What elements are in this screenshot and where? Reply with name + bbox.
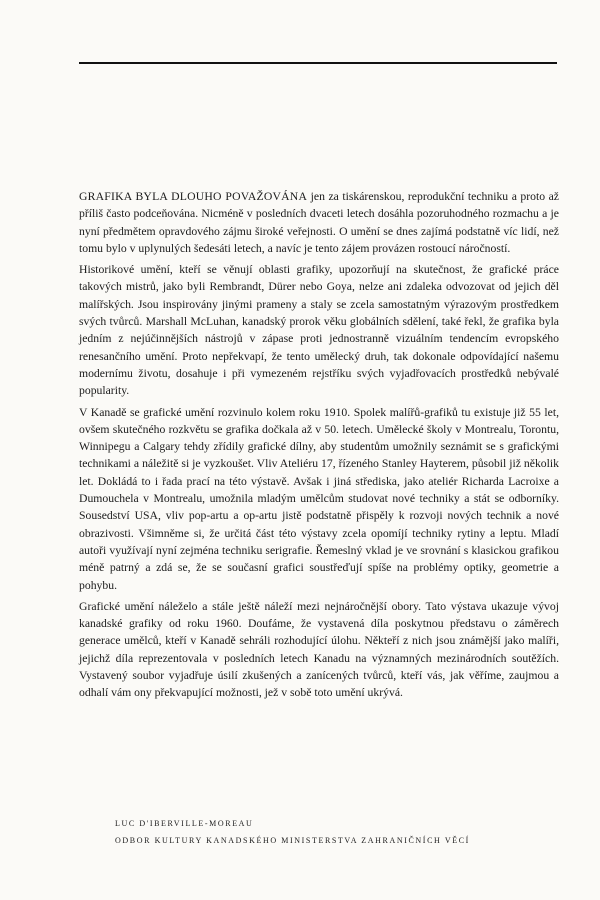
- lead-in: GRAFIKA BYLA DLOUHO POVAŽOVÁNA: [79, 190, 308, 203]
- top-rule: [79, 62, 557, 64]
- author-office: ODBOR KULTURY KANADSKÉHO MINISTERSTVA ZAHRANIČNÍCH VĚCÍ: [115, 836, 470, 845]
- article-body: [79, 188, 559, 706]
- paragraph-1: [79, 188, 559, 257]
- paragraph-2: Historikové umění, kteří se věnují oblasti grafiky, upozorňují na skutečnost, že grafické práce takových mistrů, jako byli Rembrandt, Dürer nebo Goya, nelze ani zdaleka odvozovat od jejich děl malířských. Jsou inspirovány jinými prameny a staly se zcela samostatným výrazovým prostředkem svých tvůrců. Marshall McLuhan, kanadský prorok věku globálních sdělení, také řekl, že grafika byla jedním z nejúčinnějších nástrojů v zápase proti jednostranně vizuálním tendencím evropského renesančního umění. Proto nepřekvapí, že tento umělecký druh, tak dokonale odpovídající našemu modernímu životu, dosahuje i při vymezeném rejstříku svých vyjadřovacích prostředků nebývalé popularity.: [79, 263, 559, 398]
- paragraph-1-text: jen za tiskárenskou, reprodukční techniku a proto až příliš často podceňována. Nicméně v posledních dvaceti letech dosáhla pozoruhodného rozmachu a je nyní předmětem opravdového zájmu široké veřejnosti. O umění se dnes zajímá podstatně víc lidí, než tomu bylo v uplynulých šedesáti letech, a navíc je tento zájem provázen rostoucí náročností.: [79, 190, 559, 255]
- paragraph-3: V Kanadě se grafické umění rozvinulo kolem roku 1910. Spolek malířů-grafiků tu existuje již 55 let, ovšem skutečného rozkvětu se grafika dočkala až v 50. letech. Umělecké školy v Montrealu, Torontu, Winnipegu a Calgary tehdy zřídily grafické dílny, aby studentům umožnily seznámit se s grafickými technikami a náležitě si je vyzkoušet. Vliv Ateliéru 17, řízeného Stanley Hayterem, působil již několik let. Dokládá to i řada prací na této výstavě. Avšak i jiná střediska, jako ateliér Richarda Lacroixe a Dumouchela v Montrealu, umožnila mladým umělcům studovat nové techniky a stát se odborníky. Sousedství USA, vliv pop-artu a op-artu jistě podstatně přispěly k rozvoji nových technik a nové obrazivosti. Všimněme si, že určitá část této výstavy zcela opomíjí techniky rytiny a leptu. Mladí autoři využívají nyní zejména techniku serigrafie. Řemeslný vklad je ve srovnání s klasickou grafikou méně patrný a zdá se, že se současní grafici soustřeďují spíše na problémy optiky, geometrie a pohybu.: [79, 405, 559, 592]
- author-name: LUC D'IBERVILLE-MOREAU: [115, 819, 254, 828]
- paragraph-4: Grafické umění náleželo a stále ještě náleží mezi nejnáročnější obory. Tato výstava ukazuje vývoj kanadské grafiky od roku 1960. Doufáme, že vystavená díla poskytnou představu o záměrech generace umělců, kteří v Kanadě sehráli rozhodující úlohu. Někteří z nich jsou známější jako malíři, jejichž díla reprezentovala v posledních letech Kanadu na významných mezinárodních soutěžích. Vystavený soubor vyjadřuje úsilí zkušených a zanícených tvůrců, kteří vás, jak věříme, zaujmou a odhalí vám ony překvapující možnosti, jež v sobě toto umění ukrývá.: [79, 599, 559, 700]
- signature-block: [115, 815, 575, 849]
